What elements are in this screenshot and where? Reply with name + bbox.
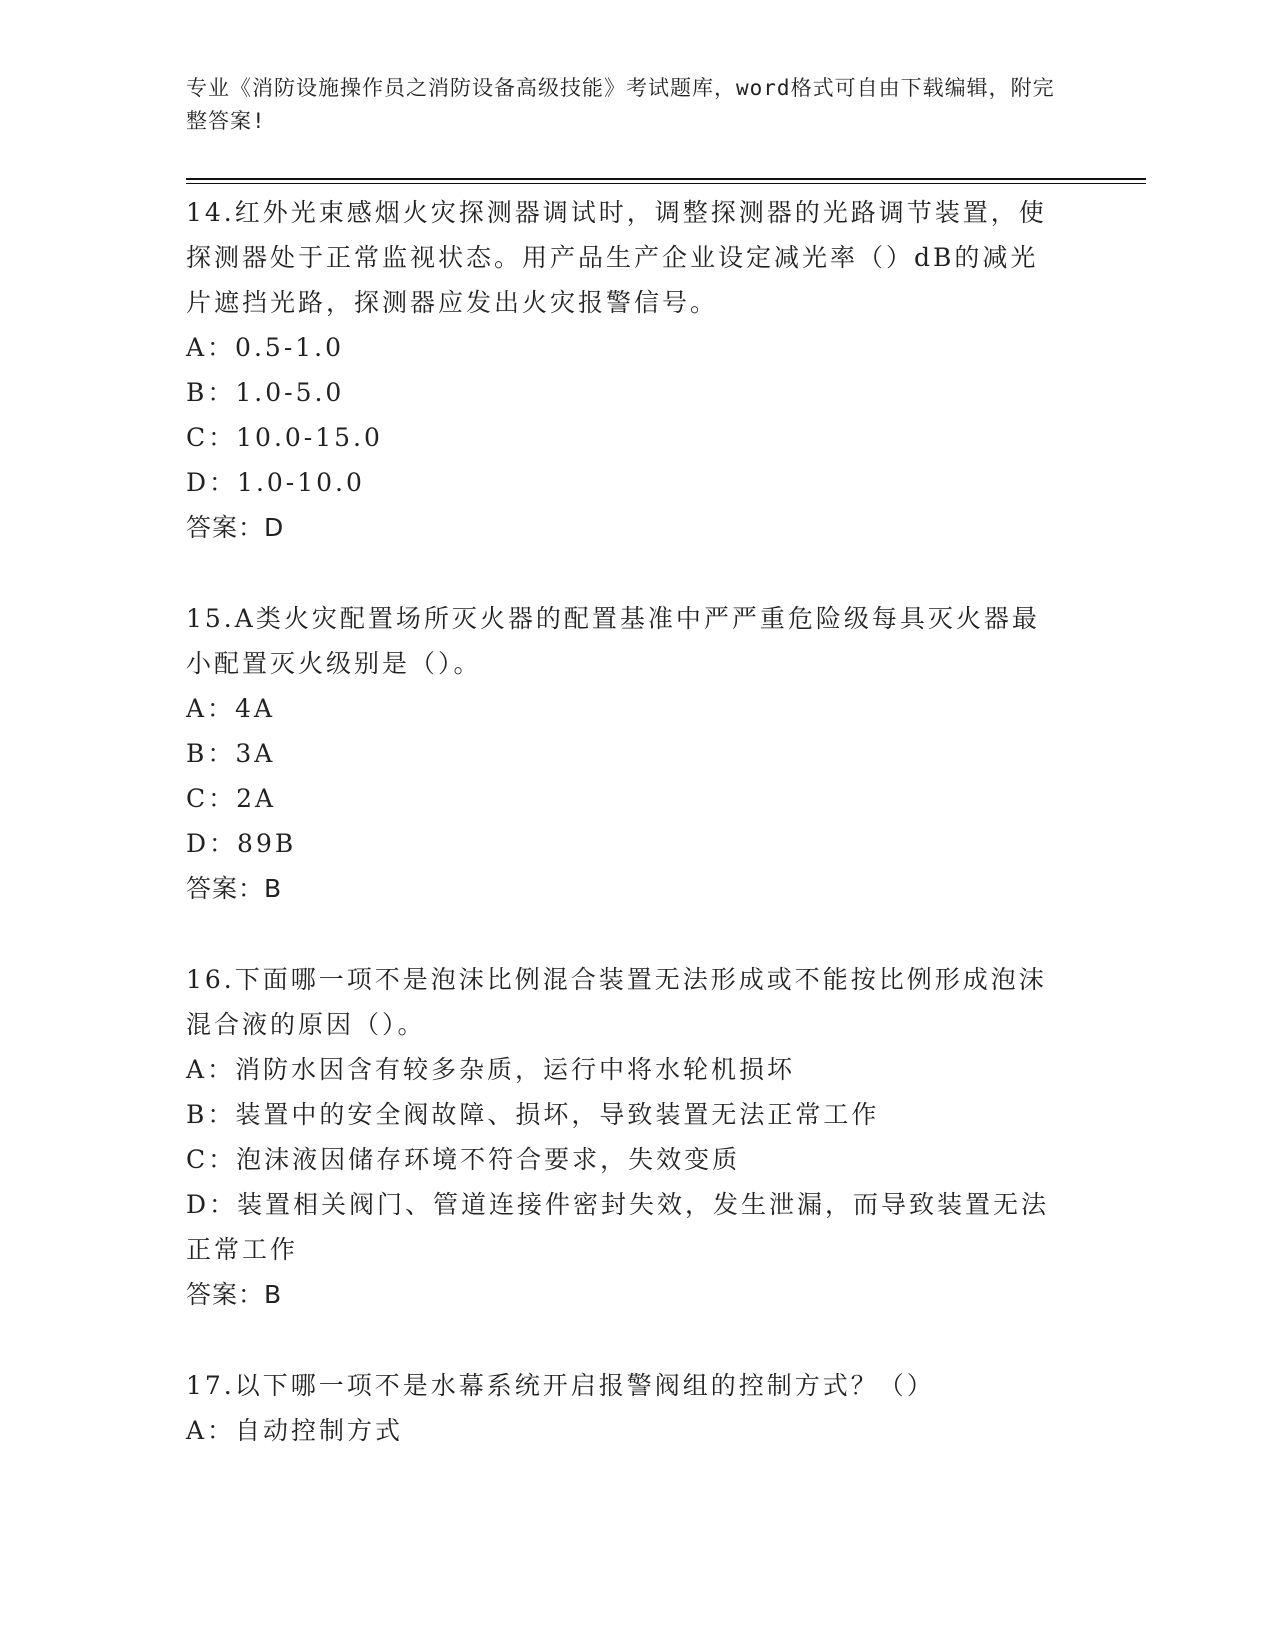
option-c: C：泡沫液因储存环境不符合要求，失效变质: [186, 1145, 741, 1174]
option-a: A：自动控制方式: [186, 1416, 404, 1445]
answer-line: 答案：B: [186, 874, 283, 903]
option-d: D：89B: [186, 829, 297, 858]
option-a: A：0.5-1.0: [186, 333, 345, 362]
question-17: [186, 1363, 1066, 1453]
option-c: C：10.0-15.0: [186, 423, 383, 452]
question-stem: 16.下面哪一项不是泡沫比例混合装置无法形成或不能按比例形成泡沫混合液的原因（）。: [186, 965, 1047, 1039]
question-16: [186, 957, 1066, 1317]
question-stem: 17.以下哪一项不是水幕系统开启报警阀组的控制方式？（）: [186, 1371, 935, 1400]
question-15: [186, 596, 1066, 911]
option-a: A：消防水因含有较多杂质，运行中将水轮机损坏: [186, 1055, 796, 1084]
option-b: B：1.0-5.0: [186, 378, 345, 407]
question-list: [186, 190, 1066, 1499]
option-d: D：1.0-10.0: [186, 468, 365, 497]
question-14: [186, 190, 1066, 550]
answer-line: 答案：D: [186, 513, 285, 542]
question-stem: 14.红外光束感烟火灾探测器调试时，调整探测器的光路调节装置，使探测器处于正常监视状态。用产品生产企业设定减光率（）dB的减光片遮挡光路，探测器应发出火灾报警信号。: [186, 198, 1047, 317]
option-c: C：2A: [186, 784, 277, 813]
option-d: D：装置相关阀门、管道连接件密封失效，发生泄漏，而导致装置无法正常工作: [186, 1190, 1050, 1264]
option-a: A：4A: [186, 694, 276, 723]
header-rule-thick: [186, 178, 1146, 180]
option-b: B：装置中的安全阀故障、损坏，导致装置无法正常工作: [186, 1100, 880, 1129]
answer-line: 答案：B: [186, 1280, 283, 1309]
header-rule-thin: [186, 183, 1146, 184]
document-header: 专业《消防设施操作员之消防设备高级技能》考试题库，word格式可自由下载编辑，附完整答案!: [186, 76, 1055, 133]
question-stem: 15.A类火灾配置场所灭火器的配置基准中严严重危险级每具灭火器最小配置灭火级别是（）。: [186, 604, 1040, 678]
option-b: B：3A: [186, 739, 276, 768]
